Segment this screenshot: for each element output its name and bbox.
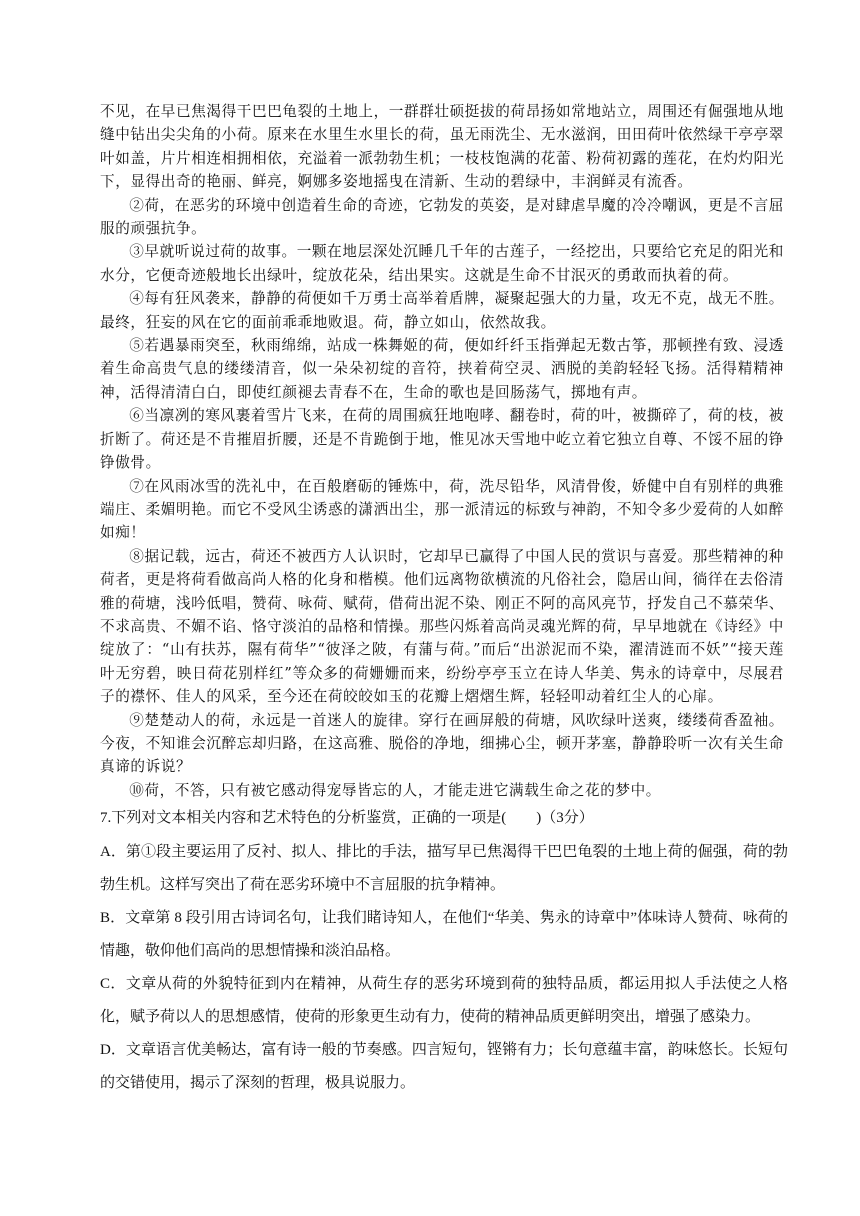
option-d: D．文章语言优美畅达，富有诗一般的节奏感。四言短句，铿锵有力；长句意蕴丰富，韵味悠长。长短句的交错使用，揭示了深刻的哲理，极具说服力。 — [100, 1042, 788, 1091]
option-a: A．第①段主要运用了反衬、拟人、排比的手法，描写早已焦渴得干巴巴龟裂的土地上荷的倔强，荷的勃勃生机。这样写突出了荷在恶劣环境中不言屈服的抗争精神。 — [100, 844, 788, 893]
paragraph-3: ③早就听说过荷的故事。一颗在地层深处沉睡几千年的古莲子，一经挖出，只要给它充足的阳光和水分，它便奇迹般地长出绿叶，绽放花朵，结出果实。这就是生命不甘泯灭的勇敢而执着的荷。 — [100, 243, 784, 284]
paragraph-10: ⑩荷，不答，只有被它感动得宠辱皆忘的人，才能走进它满载生命之花的梦中。 — [129, 781, 661, 799]
article-body — [100, 100, 784, 802]
option-c: C．文章从荷的外貌特征到内在精神，从荷生存的恶劣环境到荷的独特品质，都运用拟人手法使之人格化，赋予荷以人的思想感情，使荷的形象更生动有力，使荷的精神品质更鲜明突出，增强了感染力。 — [100, 976, 788, 1025]
paragraph-7: ⑦在风雨冰雪的洗礼中，在百般磨砺的锤炼中，荷，洗尽铅华，风清骨俊，娇健中自有别样的典雅端庄、柔媚明艳。而它不受风尘诱惑的潇洒出尘，那一派清远的标致与神韵，不知令多少爱荷的人如醉如痴！ — [100, 477, 784, 542]
option-b: B．文章第 8 段引用古诗词名句，让我们睹诗知人，在他们“华美、隽永的诗章中”体味诗人赞荷、咏荷的情趣，敬仰他们高尚的思想情操和淡泊品格。 — [100, 910, 788, 959]
paragraph-2: ②荷，在恶劣的环境中创造着生命的奇迹，它勃发的英姿，是对肆虐旱魔的冷冷嘲讽，更是不言屈服的顽强抗争。 — [100, 196, 784, 238]
question-7 — [100, 806, 788, 1100]
paragraph-6: ⑥当凛冽的寒风裹着雪片飞来，在荷的周围疯狂地咆哮、翻卷时，荷的叶，被撕碎了，荷的枝，被折断了。荷还是不肯摧眉折腰，还是不肯跪倒于地，惟见冰天雪地中屹立着它独立自尊、不馁不屈的铮铮傲骨。 — [100, 407, 784, 472]
question-stem: 7.下列对文本相关内容和艺术特色的分析鉴赏，正确的一项是( )（3分） — [100, 810, 594, 826]
paragraph-4: ④每有狂风袭来，静静的荷便如千万勇士高举着盾牌，凝聚起强大的力量，攻无不克，战无不胜。最终，狂妄的风在它的面前乖乖地败退。荷，静立如山，依然故我。 — [100, 290, 784, 331]
paragraph-1-continuation: 不见，在早已焦渴得干巴巴龟裂的土地上，一群群壮硕挺拔的荷昂扬如常地站立，周围还有倔强地从地缝中钻出尖尖角的小荷。原来在水里生水里长的荷，虽无雨洗尘、无水滋润，田田荷叶依然绿干亭亭翠叶如盖，片片相连相拥相依，充溢着一派勃勃生机；一枝枝饱满的花蕾、粉荷初露的莲花，在灼灼阳光下，显得出奇的艳丽、鲜亮，婀娜多姿地摇曳在清新、生动的碧绿中，丰润鲜灵有流香。 — [100, 103, 784, 191]
paragraph-8: ⑧据记载，远古，荷还不被西方人认识时，它却早已赢得了中国人民的赏识与喜爱。那些精神的种荷者，更是将荷看做高尚人格的化身和楷模。他们远离物欲横流的凡俗社会，隐居山间，徜徉在去俗清雅的荷塘，浅吟低唱，赞荷、咏荷、赋荷，借荷出泥不染、刚正不阿的高风亮节，抒发自己不慕荣华、不求高贵、不媚不谄、恪守淡泊的品格和情操。那些闪烁着高尚灵魂光辉的荷，早早地就在《诗经》中绽放了：“山有扶苏，隰有荷华”“彼泽之陂，有蒲与荷。”而后“出淤泥而不染，濯清涟而不妖”“接天莲叶无穷碧，映日荷花别样红”等众多的荷姗姗而来，纷纷亭亭玉立在诗人华美、隽永的诗章中，尽展君子的襟怀、佳人的风采，至今还在荷皎皎如玉的花瓣上熠熠生辉，轻轻叩动着红尘人的心扉。 — [100, 547, 784, 706]
paragraph-5: ⑤若遇暴雨突至，秋雨绵绵，站成一株舞姬的荷，便如纤纤玉指弹起无数古筝，那顿挫有致、浸透着生命高贵气息的缕缕清音，似一朵朵初绽的音符，挟着荷空灵、洒脱的美韵轻轻飞扬。活得精精神神，活得清清白白，即使红颜褪去青春不在，生命的歌也是回肠荡气，掷地有声。 — [100, 337, 784, 401]
paragraph-9: ⑨楚楚动人的荷，永远是一首迷人的旋律。穿行在画屏般的荷塘，风吹绿叶送爽，缕缕荷香盈袖。今夜，不知谁会沉醉忘却归路，在这高雅、脱俗的净地，细拂心尘，顿开茅塞，静静聆听一次有关生命真谛的诉说？ — [100, 711, 784, 776]
